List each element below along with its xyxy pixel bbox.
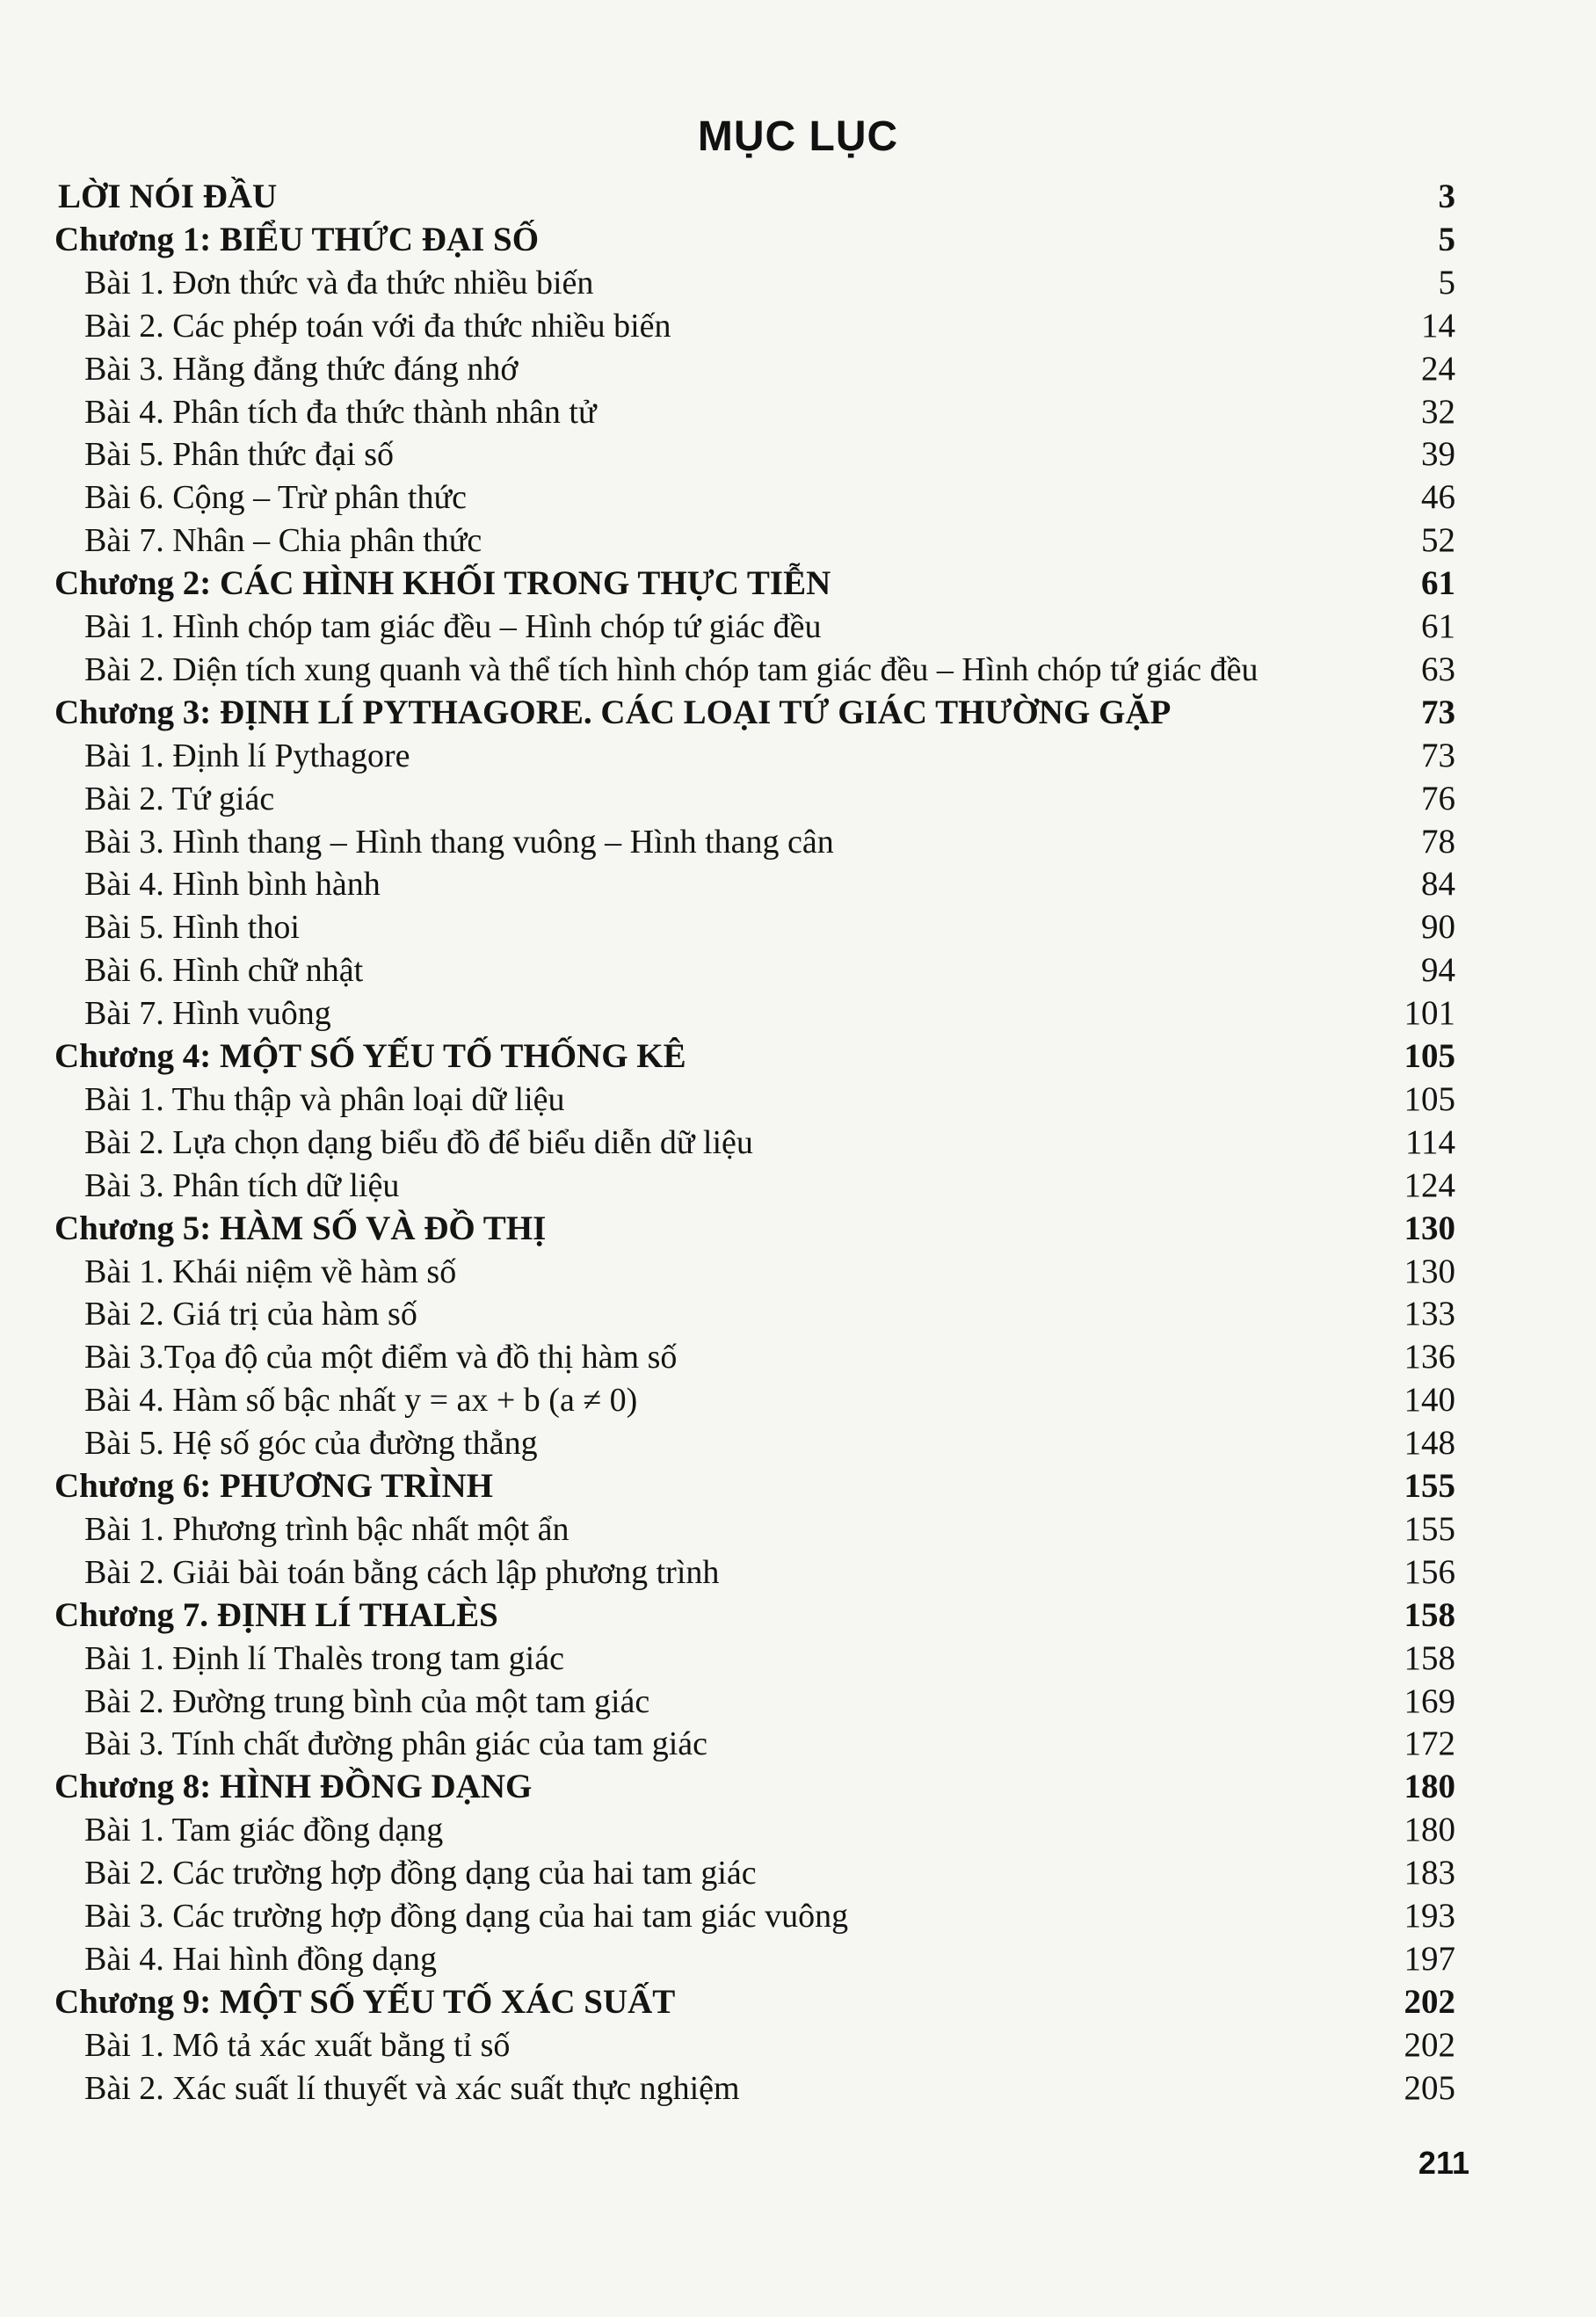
toc-page-number: 140 xyxy=(1404,1381,1455,1420)
toc-lesson-row xyxy=(0,1681,1596,1723)
toc-lesson-row xyxy=(0,1895,1596,1937)
toc-page-number: 155 xyxy=(1404,1509,1455,1548)
toc-lesson-row xyxy=(0,606,1596,648)
toc-lesson-row xyxy=(0,519,1596,562)
toc-page-number: 193 xyxy=(1404,1897,1455,1935)
lesson-title: Bài 2. Xác suất lí thuyết và xác suất thực nghiệm xyxy=(84,2069,740,2107)
toc-lesson-row xyxy=(0,1938,1596,1980)
toc-page-number: 61 xyxy=(1421,607,1455,645)
lesson-title: Bài 3. Hình thang – Hình thang vuông – Hình thang cân xyxy=(84,823,834,861)
lesson-title: Bài 5. Phân thức đại số xyxy=(84,436,395,474)
page-number: 211 xyxy=(1418,2145,1469,2181)
toc-lesson-row xyxy=(0,1723,1596,1765)
toc-page-number: 73 xyxy=(1421,736,1455,774)
toc-lesson-row xyxy=(0,1638,1596,1680)
toc-page-number: 130 xyxy=(1404,1252,1455,1290)
lesson-title: Bài 1. Phương trình bậc nhất một ẩn xyxy=(84,1510,569,1548)
toc-lesson-row xyxy=(0,433,1596,476)
lesson-title: Bài 1. Định lí Pythagore xyxy=(84,737,410,774)
toc-page-number: 136 xyxy=(1404,1338,1455,1376)
toc-lesson-row xyxy=(0,992,1596,1035)
toc-page-number: 158 xyxy=(1404,1595,1455,1634)
toc-page-number: 76 xyxy=(1421,779,1455,817)
toc-page-number: 172 xyxy=(1404,1725,1455,1763)
toc-page-number: 5 xyxy=(1438,220,1455,258)
toc-lesson-row xyxy=(0,949,1596,991)
toc-page-number: 124 xyxy=(1404,1166,1455,1204)
chapter-title: Chương 4: MỘT SỐ YẾU TỐ THỐNG KÊ xyxy=(54,1037,686,1075)
toc-page-number: 133 xyxy=(1404,1295,1455,1333)
toc-chapter-row xyxy=(0,563,1596,605)
lesson-title: Bài 2. Tứ giác xyxy=(84,780,275,817)
lesson-title: Bài 1. Thu thập và phân loại dữ liệu xyxy=(84,1080,565,1118)
lesson-title: Bài 3. Các trường hợp đồng dạng của hai tam giác vuông xyxy=(84,1898,849,1935)
toc-lesson-row xyxy=(0,863,1596,905)
toc-page-number: 90 xyxy=(1421,908,1455,947)
lesson-title: Bài 1. Mô tả xác xuất bằng tỉ số xyxy=(84,2026,511,2064)
page-title: MỤC LỤC xyxy=(697,113,899,160)
toc-page-number: 24 xyxy=(1421,349,1455,388)
lesson-title: Bài 2. Đường trung bình của một tam giác xyxy=(84,1682,650,1720)
toc-lesson-row xyxy=(0,1251,1596,1293)
lesson-title: Bài 4. Hai hình đồng dạng xyxy=(84,1940,438,1978)
toc-lesson-row xyxy=(0,2024,1596,2066)
toc-lesson-row xyxy=(0,391,1596,433)
toc-lesson-row xyxy=(0,821,1596,863)
lesson-title: Bài 3.Tọa độ của một điểm và đồ thị hàm số xyxy=(84,1339,678,1376)
toc-lesson-row xyxy=(0,305,1596,347)
toc-lesson-row xyxy=(0,348,1596,390)
chapter-title: Chương 8: HÌNH ĐỒNG DẠNG xyxy=(54,1768,533,1806)
lesson-title: Bài 1. Hình chóp tam giác đều – Hình chóp tứ giác đều xyxy=(84,608,822,645)
lesson-title: Bài 1. Đơn thức và đa thức nhiều biến xyxy=(84,264,594,301)
lesson-title: Bài 1. Định lí Thalès trong tam giác xyxy=(84,1639,564,1677)
lesson-title: Bài 4. Phân tích đa thức thành nhân tử xyxy=(84,393,597,431)
toc-page-number: 101 xyxy=(1404,994,1455,1033)
toc-page-number: 158 xyxy=(1404,1638,1455,1677)
toc-page-number: 155 xyxy=(1404,1467,1455,1505)
toc-chapter-row xyxy=(0,219,1596,261)
toc-page-number: 63 xyxy=(1421,650,1455,688)
toc-page-number: 183 xyxy=(1404,1854,1455,1892)
toc-page-number: 5 xyxy=(1438,263,1455,301)
toc-page-number: 61 xyxy=(1421,564,1455,603)
chapter-title: Chương 5: HÀM SỐ VÀ ĐỒ THỊ xyxy=(54,1209,547,1247)
lesson-title: Bài 6. Cộng – Trừ phân thức xyxy=(84,479,467,517)
toc-chapter-row xyxy=(0,1035,1596,1078)
lesson-title: Bài 5. Hình thoi xyxy=(84,909,300,947)
toc-page-number: 202 xyxy=(1404,2025,1455,2064)
toc-page-number: 46 xyxy=(1421,478,1455,517)
toc-lesson-row xyxy=(0,476,1596,519)
toc-page-number: 180 xyxy=(1404,1811,1455,1849)
chapter-title: Chương 6: PHƯƠNG TRÌNH xyxy=(54,1467,493,1505)
toc-page-number: 78 xyxy=(1421,822,1455,861)
lesson-title: Bài 7. Nhân – Chia phân thức xyxy=(84,522,482,560)
toc-page-number: 180 xyxy=(1404,1768,1455,1806)
toc-page-number: 32 xyxy=(1421,392,1455,431)
toc-page-number: 130 xyxy=(1404,1209,1455,1247)
toc-lesson-row xyxy=(0,1122,1596,1164)
toc-lesson-row xyxy=(0,262,1596,304)
lesson-title: Bài 2. Các trường hợp đồng dạng của hai tam giác xyxy=(84,1855,757,1892)
toc-page-number: 205 xyxy=(1404,2068,1455,2107)
toc-lesson-row xyxy=(0,1422,1596,1464)
toc-page-number: 14 xyxy=(1421,306,1455,345)
chapter-title: Chương 2: CÁC HÌNH KHỐI TRONG THỰC TIỄN xyxy=(54,564,831,603)
lesson-title: Bài 2. Giá trị của hàm số xyxy=(84,1296,417,1333)
lesson-title: Bài 2. Lựa chọn dạng biểu đồ để biểu diễn dữ liệu xyxy=(84,1123,753,1161)
chapter-title: Chương 7. ĐỊNH LÍ THALÈS xyxy=(54,1595,498,1634)
toc-chapter-row xyxy=(0,1208,1596,1250)
lesson-title: Bài 2. Giải bài toán bằng cách lập phương trình xyxy=(84,1553,720,1591)
toc-lesson-row xyxy=(0,1551,1596,1594)
toc-lesson-row xyxy=(0,1336,1596,1378)
toc-page-number: 156 xyxy=(1404,1552,1455,1591)
toc-page-number: 84 xyxy=(1421,865,1455,904)
toc-lesson-row xyxy=(0,649,1596,691)
toc-page-number: 52 xyxy=(1421,521,1455,560)
toc-lesson-row xyxy=(0,906,1596,948)
toc-lesson-row xyxy=(0,1852,1596,1894)
toc-lesson-row xyxy=(0,1379,1596,1421)
lesson-title: Bài 7. Hình vuông xyxy=(84,995,331,1033)
chapter-title: Chương 3: ĐỊNH LÍ PYTHAGORE. CÁC LOẠI TỨ GIÁC THƯỜNG GẶP xyxy=(54,693,1172,731)
lesson-title: Bài 4. Hàm số bậc nhất y = ax + b (a ≠ 0) xyxy=(84,1382,638,1420)
chapter-title: Chương 9: MỘT SỐ YẾU TỐ XÁC SUẤT xyxy=(54,1982,676,2021)
toc-chapter-row xyxy=(0,692,1596,734)
lesson-title: Bài 3. Phân tích dữ liệu xyxy=(84,1166,400,1204)
toc-chapter-row xyxy=(0,1594,1596,1637)
toc-page-number: 105 xyxy=(1404,1037,1455,1075)
toc-page-number: 197 xyxy=(1404,1939,1455,1978)
toc-page-number: 3 xyxy=(1438,178,1455,215)
toc-page-number: 169 xyxy=(1404,1681,1455,1720)
lesson-title: Bài 6. Hình chữ nhật xyxy=(84,952,364,990)
toc-chapter-row xyxy=(0,1766,1596,1808)
toc-lesson-row xyxy=(0,1079,1596,1121)
toc-lesson-row xyxy=(0,1809,1596,1851)
intro-title: LỜI NÓI ĐẦU xyxy=(58,178,278,215)
toc-lesson-row xyxy=(0,1293,1596,1335)
lesson-title: Bài 1. Tam giác đồng dạng xyxy=(84,1812,444,1849)
lesson-title: Bài 5. Hệ số góc của đường thẳng xyxy=(84,1425,538,1463)
toc-lesson-row xyxy=(0,735,1596,777)
toc-page-number: 39 xyxy=(1421,435,1455,474)
toc-page-number: 202 xyxy=(1404,1982,1455,2021)
lesson-title: Bài 2. Các phép toán với đa thức nhiều biến xyxy=(84,307,671,345)
toc-chapter-row xyxy=(0,1465,1596,1507)
toc-intro-row xyxy=(0,176,1596,218)
lesson-title: Bài 4. Hình bình hành xyxy=(84,866,381,904)
toc-lesson-row xyxy=(0,1165,1596,1207)
toc-page-number: 73 xyxy=(1421,693,1455,731)
toc-chapter-row xyxy=(0,1981,1596,2023)
toc-page-number: 148 xyxy=(1404,1424,1455,1463)
toc-lesson-row xyxy=(0,2067,1596,2110)
toc-lesson-row xyxy=(0,778,1596,820)
lesson-title: Bài 1. Khái niệm về hàm số xyxy=(84,1253,457,1290)
lesson-title: Bài 3. Tính chất đường phân giác của tam giác xyxy=(84,1725,707,1763)
toc-page-number: 94 xyxy=(1421,951,1455,990)
chapter-title: Chương 1: BIỂU THỨC ĐẠI SỐ xyxy=(54,220,540,258)
toc-lesson-row xyxy=(0,1508,1596,1551)
toc-page-number: 105 xyxy=(1404,1079,1455,1118)
lesson-title: Bài 3. Hằng đẳng thức đáng nhớ xyxy=(84,350,519,388)
lesson-title: Bài 2. Diện tích xung quanh và thể tích hình chóp tam giác đều – Hình chóp tứ giác đều xyxy=(84,650,1259,688)
toc-page-number: 114 xyxy=(1404,1122,1455,1161)
